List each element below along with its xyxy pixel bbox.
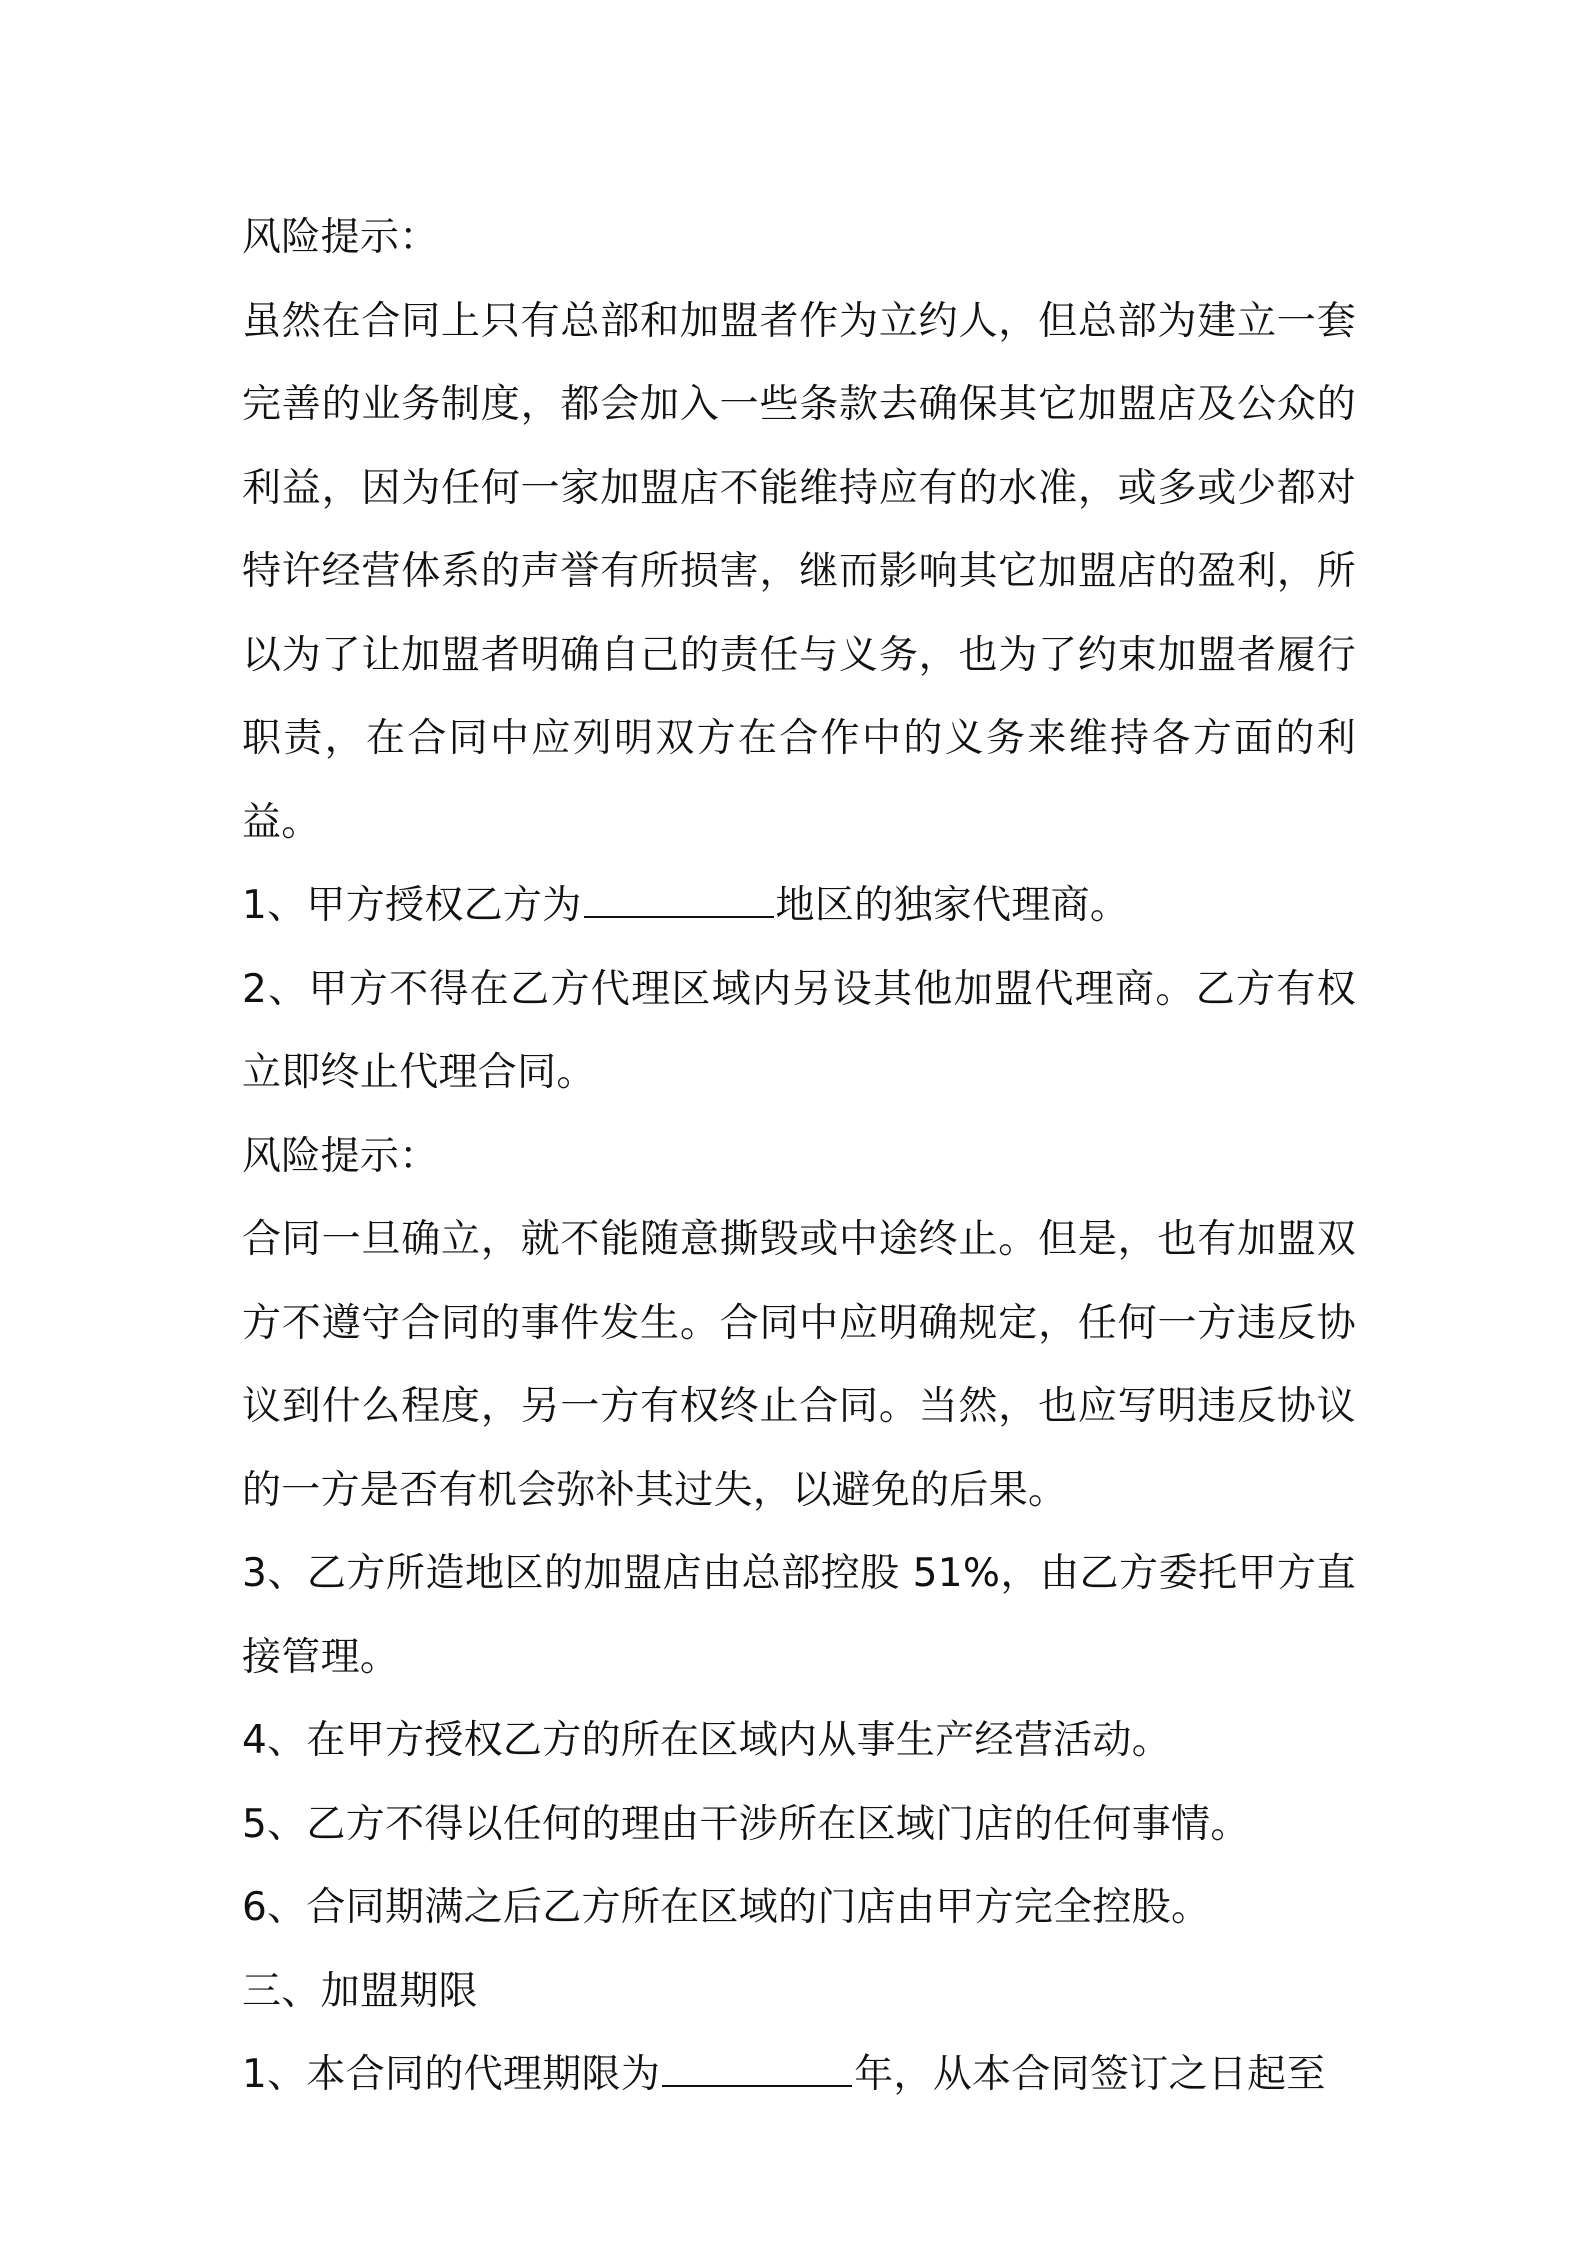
risk-heading: 风险提示： xyxy=(242,215,439,260)
section-heading: 三、加盟期限 xyxy=(242,1968,478,2014)
clause-1-text-before: 1、甲方授权乙方为 xyxy=(242,883,582,928)
clause-1 xyxy=(242,864,1356,948)
clause-3: 3、乙方所造地区的加盟店由总部控股 51%，由乙方委托甲方直接管理。 xyxy=(242,1551,1356,1680)
clause-6: 6、合同期满之后乙方所在区域的门店由甲方完全控股。 xyxy=(242,1885,1211,1930)
term-clause-text-after: 年，从本合同签订之日起至 xyxy=(854,2052,1326,2097)
region-blank-line xyxy=(584,915,774,918)
clause-1-text-after: 地区的独家代理商。 xyxy=(775,883,1130,928)
risk-heading: 风险提示： xyxy=(242,1133,439,1179)
clause-4: 4、在甲方授权乙方的所在区域内从事生产经营活动。 xyxy=(242,1718,1172,1763)
risk-paragraph: 合同一旦确立，就不能随意撕毁或中途终止。但是，也有加盟双方不遵守合同的事件发生。合同中应明确规定，任何一方违反协议到什么程度，另一方有权终止合同。当然，也应写明违反协议的一方是否有机会弥补其过失，以避免的后果。 xyxy=(242,1217,1356,1513)
term-clause xyxy=(242,2033,1356,2117)
document-body xyxy=(242,196,1356,2117)
term-clause-text-before: 1、本合同的代理期限为 xyxy=(242,2052,661,2097)
clause-2: 2、甲方不得在乙方代理区域内另设其他加盟代理商。乙方有权立即终止代理合同。 xyxy=(242,966,1356,1095)
risk-paragraph: 虽然在合同上只有总部和加盟者作为立约人，但总部为建立一套完善的业务制度，都会加入一些条款去确保其它加盟店及公众的利益，因为任何一家加盟店不能维持应有的水准，或多或少都对特许经营体系的声誉有所损害，继而影响其它加盟店的盈利，所以为了让加盟者明确自己的责任与义务，也为了约束加盟者履行职责，在合同中应列明双方在合作中的义务来维持各方面的利益。 xyxy=(242,298,1356,845)
clause-5: 5、乙方不得以任何的理由干涉所在区域门店的任何事情。 xyxy=(242,1801,1250,1847)
years-blank-line xyxy=(662,2084,852,2087)
